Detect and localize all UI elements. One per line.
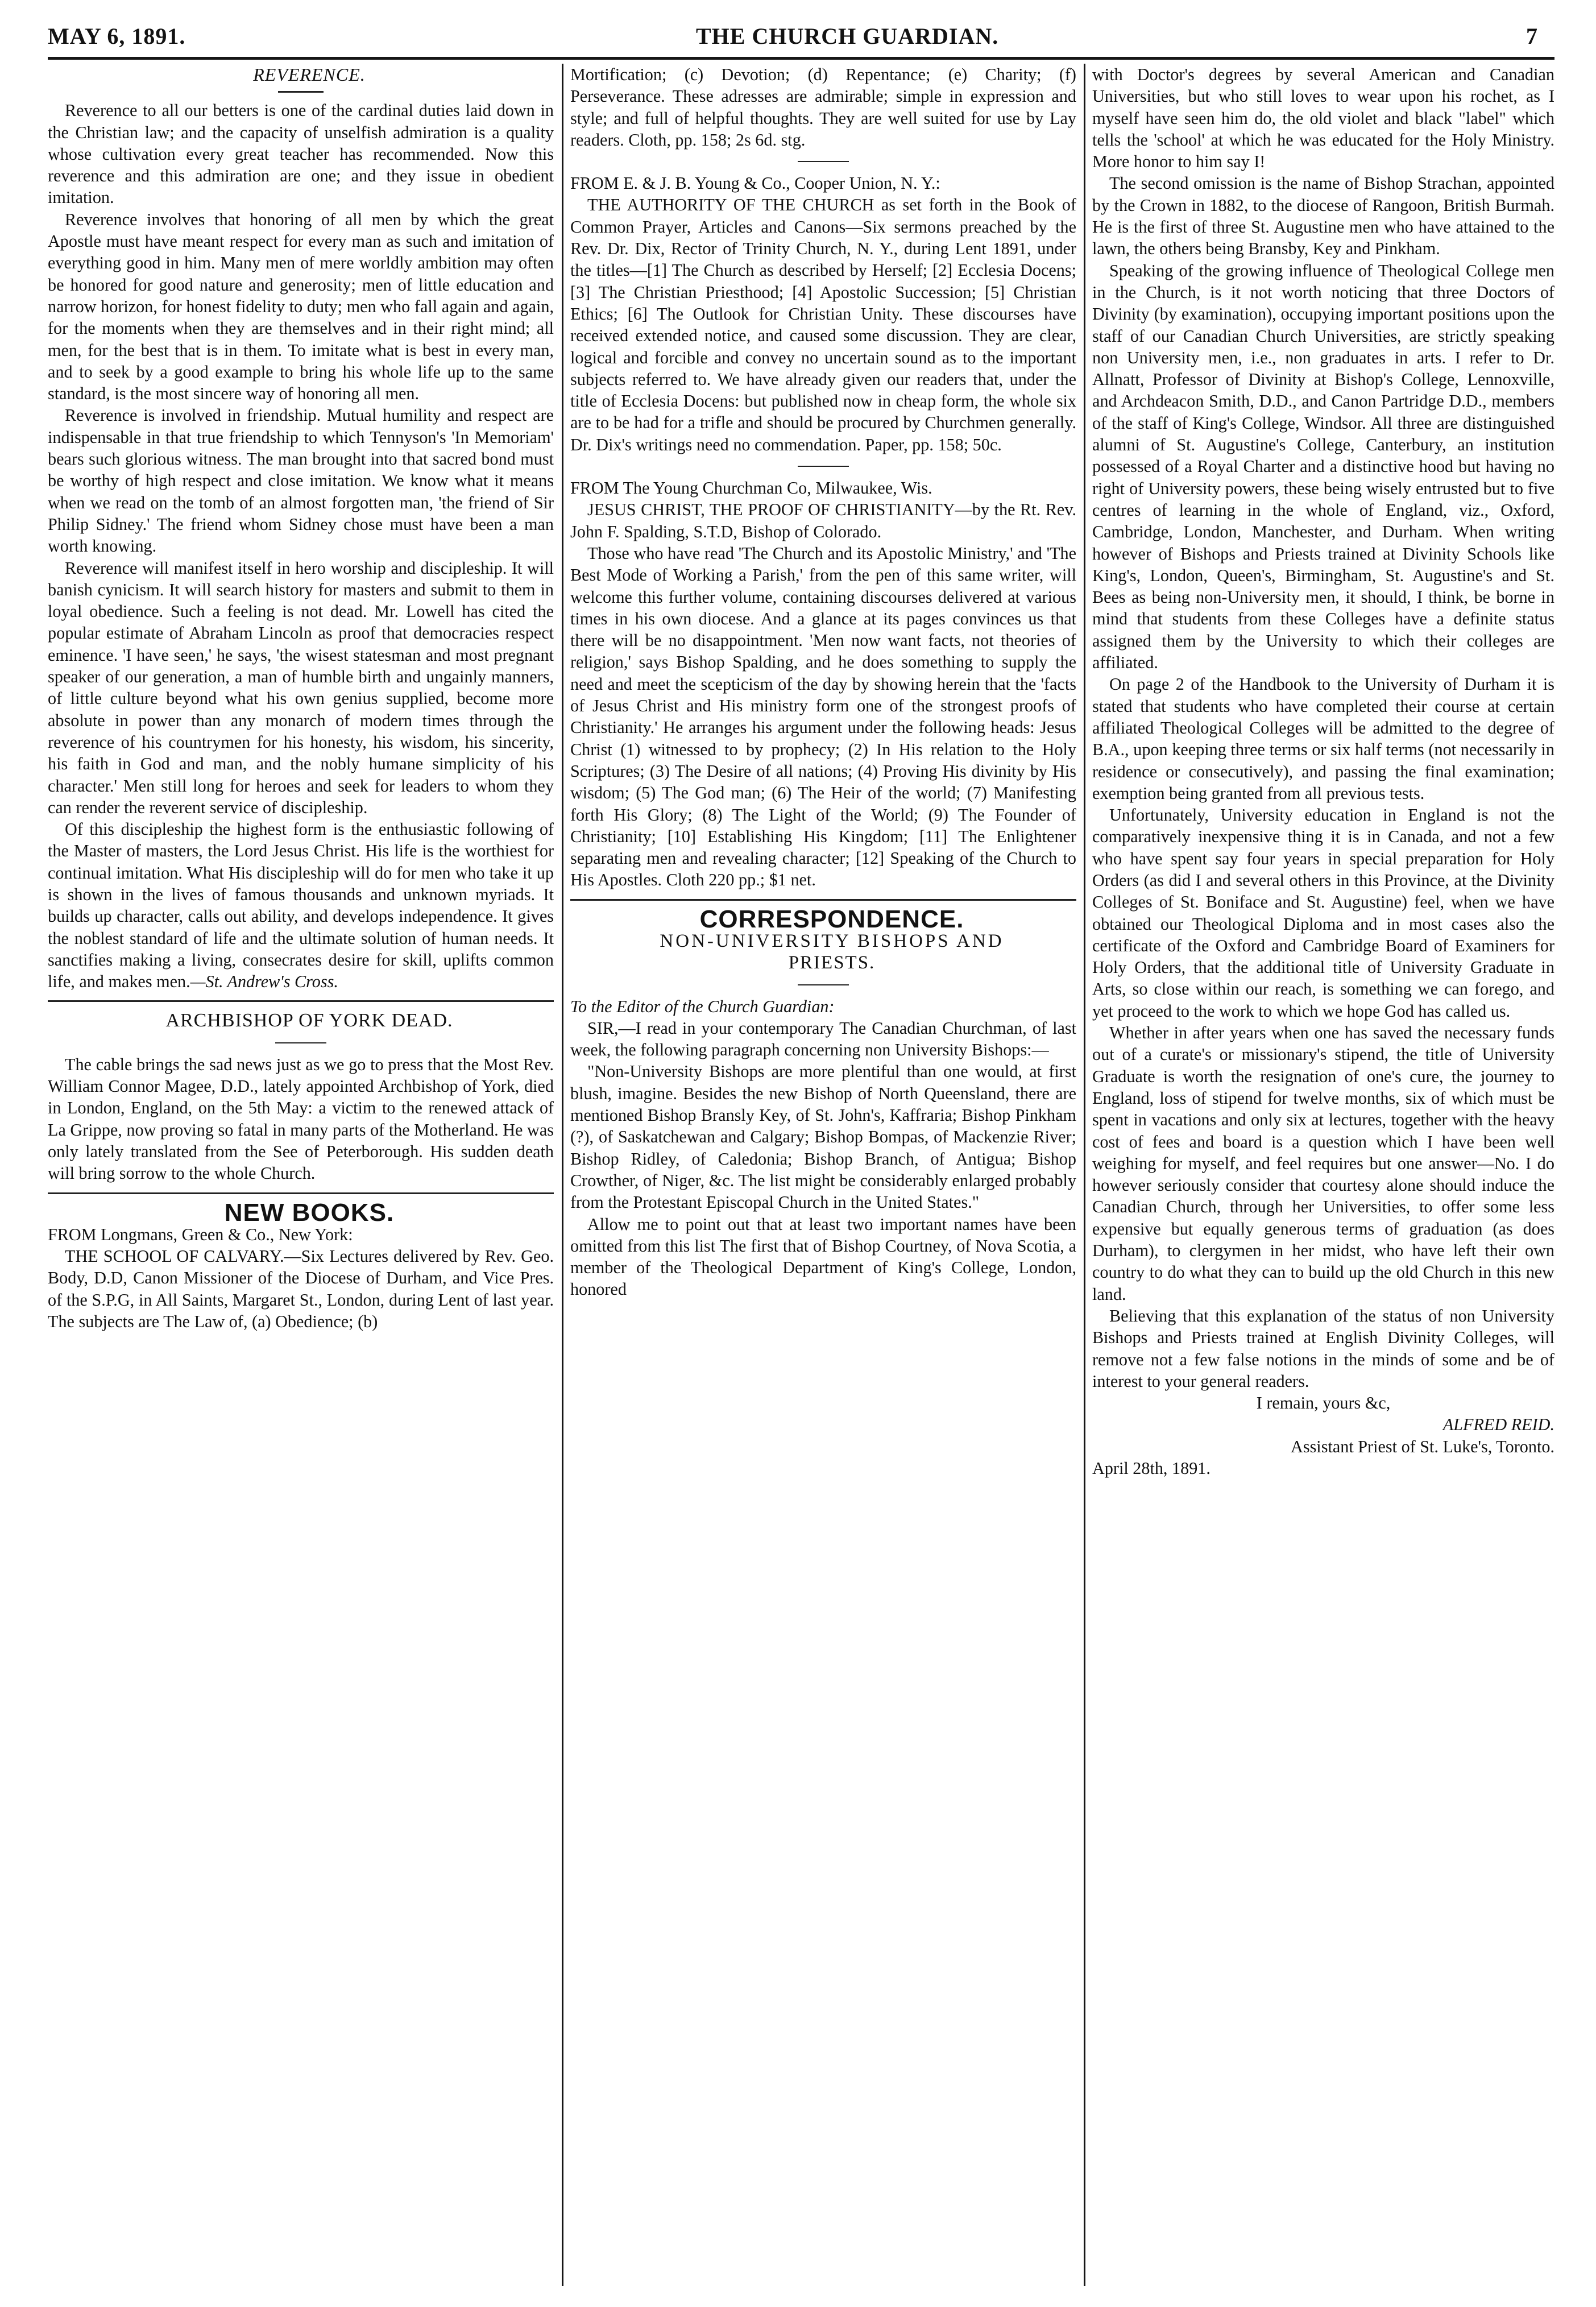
archbishop-paragraph: The cable brings the sad news just as we go to press that the Most Rev. William Connor Magee, D.D., lately appointed Archbishop of York, died in London, England, on the 5th May: a victim to the renewed attack of La Grippe, now proving so fatal in many parts of the Motherland. He was only lately translated from the See of Peterborough. His sudden death will bring sorrow to the whole Church. — [48, 1054, 554, 1183]
column-rule-2 — [1084, 64, 1085, 2286]
book-title-line: JESUS CHRIST, THE PROOF OF CHRISTIANITY—by the Rt. Rev. John F. Spalding, S.T.D, Bishop of Colorado. — [570, 500, 1076, 541]
signature-name: ALFRED REID. — [1442, 1415, 1554, 1435]
section-rule — [48, 1192, 554, 1194]
letter-salutation: To the Editor of the Church Guardian: — [570, 996, 835, 1016]
letter-paragraph: The second omission is the name of Bishop Strachan, appointed by the Crown in 1882, to the diocese of Rangoon, British Burmah. He is the first of three St. Augustine men who have attained to the lawn, the others being Bransby, Key and Pinkham. — [1092, 173, 1554, 259]
page-header — [48, 23, 1554, 57]
new-books-heading: NEW BOOKS. — [224, 1198, 395, 1227]
letter-paragraph: Allow me to point out that at least two important names have been omitted from this list The first that of Bishop Courtney, of Nova Scotia, a member of the Theological Department of King's College, London, honored — [570, 1214, 1076, 1299]
reverence-paragraph: Reverence will manifest itself in hero worship and discipleship. It will banish cynicism. It will search history for masters and submit to them in loyal obedience. Such a feeling is not dead. Mr. Lowell has cited the popular estimate of Abraham Lincoln as proof that democracies respect eminence. 'I have seen,' he says, 'the wisest statesman and most pregnant speaker of our generation, a man of humble birth and ungainly manners, of little culture beyond what his own genius supplied, become more absolute in power than any monarch of modern times through the reverence of his countrymen for his honesty, his wisdom, his sincerity, his faith in God and man, and the nobly humane simplicity of his character.' Men still long for heroes and seek for leaders to whom they can render the reverent service of discipleship. — [48, 558, 554, 817]
reverence-paragraph: Reverence involves that honoring of all men by which the great Apostle must have meant respect for every man as such and imitation of everything good in him. Many men of mere worldly ambition may often be honored for good nature and generosity; men of little education and narrow horizon, for honest fidelity to duty; men who fall again and again, for the moments when they are themselves and in their right mind; all men, for the best that is in them. To imitate what is best in every man, and to seek by a good example to bring his whole life up to the same standard, is the most sincere way of honoring all men. — [48, 209, 554, 404]
newspaper-title: THE CHURCH GUARDIAN. — [696, 23, 999, 49]
reverence-source: —St. Andrew's Cross. — [190, 972, 338, 992]
section-rule — [48, 1000, 554, 1002]
column-1 — [48, 64, 554, 2286]
letter-quote: "Non-University Bishops are more plentiful than one would, at first blush, imagine. Besides the new Bishop of North Queensland, there are mentioned Bishop Bransly Key, of St. John's, Kaffraria; Bishop Pinkham (?), of Saskatchewan and Calgary; Bishop Bompas, of Mackenzie River; Bishop Ridley, of Caledonia; Bishop Branch, of Antigua; Bishop Crowther, of Niger, &c. The list might be considerably enlarged probably from the Protestant Episcopal Church in the United States." — [570, 1062, 1076, 1212]
publisher-line: FROM Longmans, Green & Co., New York: — [48, 1224, 353, 1244]
letter-heading: NON-UNIVERSITY BISHOPS AND — [660, 930, 1004, 951]
item-dash — [798, 161, 849, 162]
letter-paragraph: SIR,—I read in your contemporary The Canadian Churchman, of last week, the following paragraph concerning non University Bishops:— — [570, 1018, 1076, 1060]
publisher-line: FROM E. & J. B. Young & Co., Cooper Union, N. Y.: — [570, 173, 940, 193]
column-2 — [570, 64, 1076, 2286]
column-rule-1 — [562, 64, 563, 2286]
letter-paragraph: Believing that this explanation of the status of non University Bishops and Priests trained at English Divinity Colleges, will remove not a few false notions in the minds of some and be of interest to your general readers. — [1092, 1306, 1554, 1391]
letter-continued: with Doctor's degrees by several American and Canadian Universities, but who still loves to wear upon his rochet, as I myself have seen him do, the old violet and black "label" which tells the 'school' at which he was educated for the Holy Ministry. More honor to him say I! — [1092, 65, 1554, 172]
reverence-paragraph — [48, 818, 554, 992]
heading-dash — [798, 984, 849, 985]
publisher-line: FROM The Young Churchman Co, Milwaukee, Wis. — [570, 478, 932, 498]
book-review-paragraph: Those who have read 'The Church and its Apostolic Ministry,' and 'The Best Mode of Working a Parish,' from the pen of this same writer, will welcome this further volume, containing discourses delivered at various times in his own diocese. And a glance at its pages convinces us that there will be no disappointment. 'Men now want facts, not theories of religion,' says Bishop Spalding, and he does something to supply the need and meet the scepticism of the day by showing herein that the 'facts of Jesus Christ and His ministry form one of the strongest proofs of Christianity.' He arranges his argument under the following heads: Jesus Christ (1) witnessed to by prophecy; (2) In His relation to the Holy Scriptures; (3) The Desire of all nations; (4) Proving His divinity by His wisdom; (5) The God man; (6) The Heir of the world; (7) Manifesting forth His Glory; (8) The Light of the World; (9) The Founder of Christianity; [10] Establishing His Kingdom; [11] The Enlightener separating men and revealing character; [12] Speaking of the Church to His Apostles. Cloth 220 pp.; $1 net. — [570, 543, 1076, 890]
letter-paragraph: Speaking of the growing influence of Theological College men in the Church, is it not worth noticing that three Doctors of Divinity (by examination), occupying important positions upon the staff of our Canadian Church Universities, are strictly speaking non University men, i.e., non graduates in arts. I refer to Dr. Allnatt, Professor of Divinity at Bishop's College, Lennoxville, and Archdeacon Smith, D.D., and Canon Partridge D.D., members of the staff of King's College, Windsor. All three are distinguished alumni of St. Augustine's College, Canterbury, an institution possessed of a Royal Charter and a distinctive hood but having no right of University powers, these being wisely entrusted but to five centres of learning in the whole of England, viz., Oxford, Cambridge, London, Manchester, and Durham. When writing however of Bishops and Priests trained at Divinity Schools like King's, London, Queen's, Birmingham, St. Augustine's and St. Bees as being non-University men, it should, I think, be borne in mind that students from these Colleges have a definite status assigned them by the University to which their colleges are affiliated. — [1092, 260, 1554, 673]
reverence-text: Of this discipleship the highest form is the enthusiastic following of the Master of masters, the Lord Jesus Christ. His life is the worthiest for continual imitation. What His discipleship will do for men who take it up is shown in the lives of famous thousands and unknown myriads. It builds up character, calls out ability, and develops independence. It gives the noblest standard of life and the ultimate solution of human needs. It sanctifies making a living, consecrates desire for skill, uplifts common life, and makes men. — [48, 819, 554, 992]
page-number: 7 — [1526, 23, 1538, 49]
book-review-paragraph: THE AUTHORITY OF THE CHURCH as set forth in the Book of Common Prayer, Articles and Canons—Six sermons preached by the Rev. Dr. Dix, Rector of Trinity Church, N. Y., during Lent 1891, under the titles—[1] The Church as described by Herself; [2] Ecclesia Docens; [3] The Christian Priesthood; [4] Apostolic Succession; [5] Christian Ethics; [6] The Outlook for Christian Unity. These discourses have received extended notice, and caused some discussion. They are clear, logical and forcible and convey no uncertain sound as to the important subjects referred to. We have already given our readers that, under the title of Ecclesia Docens: but published now in cheap form, the whole six are to be had for a trifle and should be procured by Churchmen generally. Dr. Dix's writings need no commendation. Paper, pp. 158; 50c. — [570, 195, 1076, 454]
letter-closing: I remain, yours &c, — [1256, 1393, 1391, 1413]
reverence-paragraph: Reverence is involved in friendship. Mutual humility and respect are indispensable in that true friendship to which Tennyson's 'In Memoriam' bears such glorious witness. The man brought into that sacred bond must be worthy of high respect and close imitation. We know what it means when we read on the tomb of an almost forgotten man, 'the friend of Sir Philip Sidney.' The friend whom Sidney chose must have been a man worth knowing. — [48, 405, 554, 556]
letter-paragraph: Unfortunately, University education in England is not the comparatively inexpensive thing it is in Canada, and not a few who have spent say four years in special preparation for Holy Orders (as did I and several others in this Province, at the Divinity Colleges of St. Boniface and St. Augustine) feel, when we have obtained our Theological Diploma and in most cases also the certificate of the Oxford and Cambridge Board of Examiners for Holy Orders, that the additional title of University Graduate in Arts, so close within our reach, is something we can forego, and yet proceed to the work to which we hope God has called us. — [1092, 805, 1554, 1021]
item-dash — [798, 466, 849, 467]
book-review-continued: Mortification; (c) Devotion; (d) Repentance; (e) Charity; (f) Perseverance. These adresses are admirable; simple in expression and style; and full of helpful thoughts. They are well suited for use by Lay readers. Cloth, pp. 158; 2s 6d. stg. — [570, 65, 1076, 150]
heading-underline — [278, 91, 324, 93]
archbishop-heading: ARCHBISHOP OF YORK DEAD. — [165, 1010, 453, 1032]
reverence-heading: REVERENCE. — [253, 64, 366, 85]
book-review-paragraph: THE SCHOOL OF CALVARY.—Six Lectures delivered by Rev. Geo. Body, D.D, Canon Missioner of the Diocese of Durham, and Vice Pres. of the S.P.G, in All Saints, Margaret St., London, during Lent of last year. The subjects are The Law of, (a) Obedience; (b) — [48, 1246, 554, 1332]
section-rule — [570, 899, 1076, 901]
reverence-paragraph: Reverence to all our betters is one of the cardinal duties laid down in the Christian law; and the capacity of unselfish admiration is a quality whose cultivation every great teacher has recommended. Now this reverence and this admiration are one; and they issue in obedient imitation. — [48, 101, 554, 208]
correspondence-heading: CORRESPONDENCE. — [699, 905, 964, 933]
heading-dash — [275, 1042, 326, 1043]
column-3 — [1092, 64, 1554, 2286]
issue-date: MAY 6, 1891. — [48, 23, 186, 49]
signature-title: Assistant Priest of St. Luke's, Toronto. — [1291, 1436, 1554, 1456]
letter-paragraph: Whether in after years when one has saved the necessary funds out of a curate's or missionary's stipend, the title of University Graduate is worth the resignation of one's cure, the journey to England, loss of stipend for twelve months, six of which must be spent in vacations and only six at lectures, together with the heavy cost of fees and board is a question which I have been well weighing for myself, and feel requires but one answer—No. I do however seriously consider that courtesy alone should induce the Canadian Church, through her Universities, to offer some less expensive but equally generous terms of graduation (as does Durham), to clergymen in her midst, who have left their own country to do what they can to build up the old Church in this new land. — [1092, 1023, 1554, 1304]
letter-date: April 28th, 1891. — [1092, 1459, 1211, 1478]
letter-heading-continued: PRIESTS. — [788, 952, 876, 974]
header-rule — [48, 57, 1554, 60]
letter-paragraph: On page 2 of the Handbook to the University of Durham it is stated that students who have completed their course at certain affiliated Theological Colleges will be admitted to the degree of B.A., upon keeping three terms or six half terms (not necessarily in residence or consecutively), and passing the final examination; exemption being granted from all previous tests. — [1092, 674, 1554, 803]
